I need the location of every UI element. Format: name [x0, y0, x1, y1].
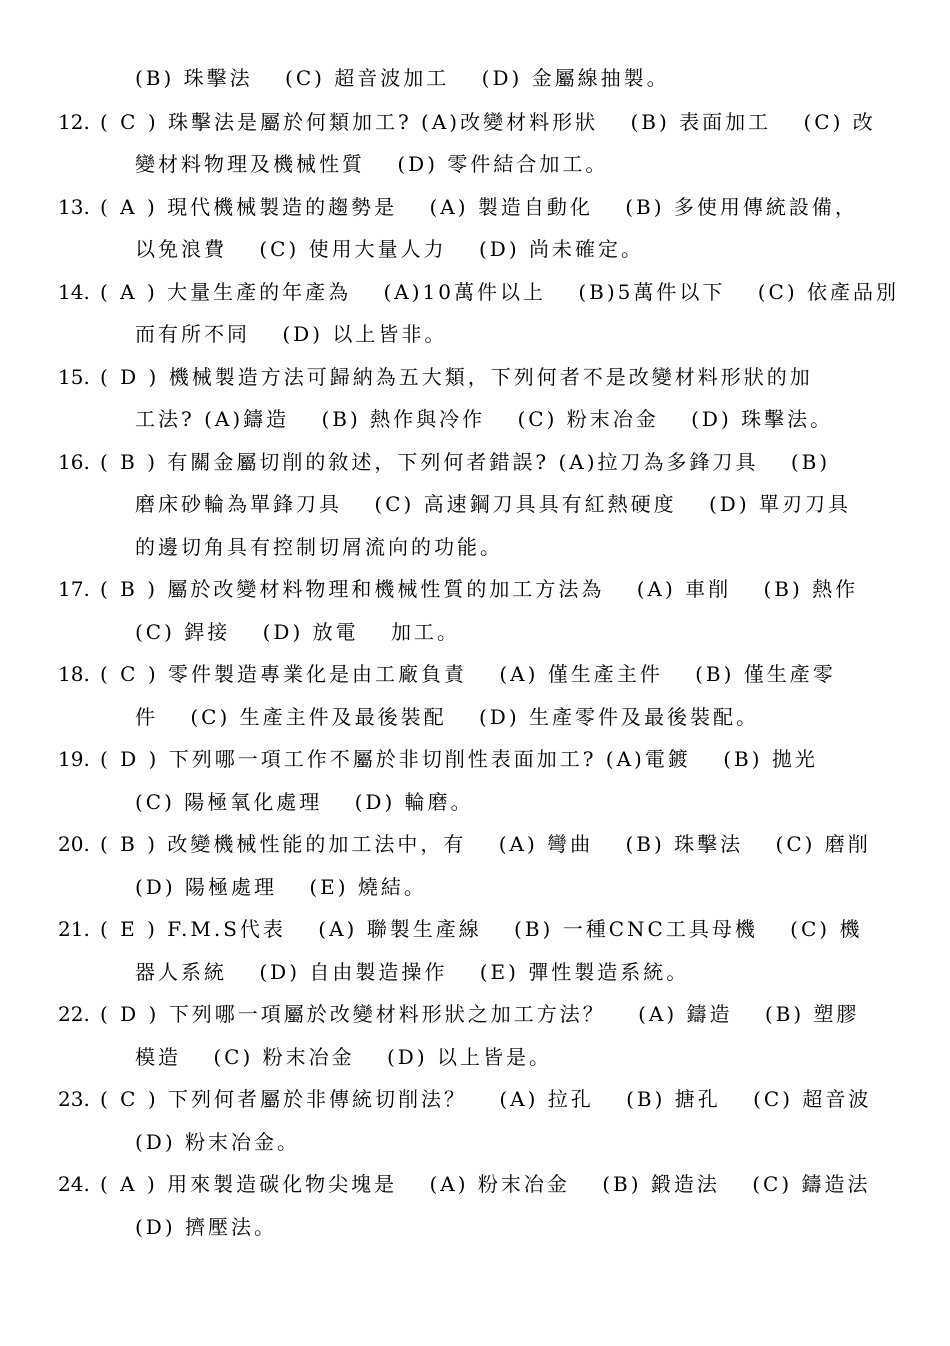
- continuation-text: (D) 陽極處理 (E) 燒結。: [135, 875, 427, 899]
- question-number: 22.: [58, 1002, 90, 1026]
- question-text: ( C ) 零件製造專業化是由工廠負責 (A) 僅生產主件 (B) 僅生產零: [100, 662, 836, 686]
- continuation-text: 磨床砂輪為單鋒刀具 (C) 高速鋼刀具具有紅熱硬度 (D) 單刃刀具: [135, 492, 851, 516]
- continuation-text: 以免浪費 (C) 使用大量人力 (D) 尚未確定。: [135, 237, 644, 261]
- question-number: 18.: [58, 662, 90, 686]
- question-text: ( D ) 機械製造方法可歸納為五大類，下列何者不是改變材料形狀的加: [100, 365, 813, 389]
- question-number: 24.: [58, 1172, 90, 1196]
- continuation-text: (C) 陽極氧化處理 (D) 輪磨。: [135, 790, 474, 814]
- question-number: 20.: [58, 832, 90, 856]
- question-text: ( C ) 下列何者屬於非傳統切削法？ (A) 拉孔 (B) 搪孔 (C) 超音波: [100, 1087, 872, 1111]
- continuation-text: (C) 銲接 (D) 放電 加工。: [135, 620, 460, 644]
- continuation-text: (B) 珠擊法 (C) 超音波加工 (D) 金屬線抽製。: [135, 66, 670, 90]
- question-text: ( A ) 大量生產的年產為 (A)10萬件以上 (B)5萬件以下 (C) 依產品別: [100, 280, 899, 304]
- question-number: 15.: [58, 365, 90, 389]
- continuation-text: 的邊切角具有控制切屑流向的功能。: [135, 535, 503, 559]
- continuation-text: 器人系統 (D) 自由製造操作 (E) 彈性製造系統。: [135, 960, 690, 984]
- question-number: 14.: [58, 280, 90, 304]
- question-text: ( A ) 用來製造碳化物尖塊是 (A) 粉末冶金 (B) 鍛造法 (C) 鑄造法: [100, 1172, 871, 1196]
- question-text: ( D ) 下列哪一項工作不屬於非切削性表面加工? (A)電鍍 (B) 拋光: [100, 747, 818, 771]
- question-number: 21.: [58, 917, 90, 941]
- question-text: ( A ) 現代機械製造的趨勢是 (A) 製造自動化 (B) 多使用傳統設備，: [100, 195, 858, 219]
- continuation-text: 工法? (A)鑄造 (B) 熱作與冷作 (C) 粉末冶金 (D) 珠擊法。: [135, 407, 834, 431]
- question-text: ( B ) 有關金屬切削的敘述，下列何者錯誤? (A)拉刀為多鋒刀具 (B): [100, 450, 831, 474]
- question-number: 19.: [58, 747, 90, 771]
- question-text: ( B ) 屬於改變材料物理和機械性質的加工方法為 (A) 車削 (B) 熱作: [100, 577, 859, 601]
- continuation-text: (D) 擠壓法。: [135, 1215, 277, 1239]
- continuation-text: (D) 粉末冶金。: [135, 1130, 300, 1154]
- question-number: 23.: [58, 1087, 90, 1111]
- continuation-text: 件 (C) 生產主件及最後裝配 (D) 生產零件及最後裝配。: [135, 705, 759, 729]
- question-text: ( B ) 改變機械性能的加工法中，有 (A) 彎曲 (B) 珠擊法 (C) 磨削: [100, 832, 871, 856]
- continuation-text: 變材料物理及機械性質 (D) 零件結合加工。: [135, 152, 609, 176]
- question-number: 16.: [58, 450, 90, 474]
- continuation-text: 模造 (C) 粉末冶金 (D) 以上皆是。: [135, 1045, 552, 1069]
- question-number: 12.: [58, 110, 90, 134]
- question-text: ( D ) 下列哪一項屬於改變材料形狀之加工方法？ (A) 鑄造 (B) 塑膠: [100, 1002, 860, 1026]
- question-text: ( C ) 珠擊法是屬於何類加工? (A)改變材料形狀 (B) 表面加工 (C) 改: [100, 110, 876, 134]
- question-number: 13.: [58, 195, 90, 219]
- question-text: ( E ) F.M.S代表 (A) 聯製生產線 (B) 一種CNC工具母機 (C) 機: [100, 917, 863, 941]
- question-number: 17.: [58, 577, 90, 601]
- continuation-text: 而有所不同 (D) 以上皆非。: [135, 322, 448, 346]
